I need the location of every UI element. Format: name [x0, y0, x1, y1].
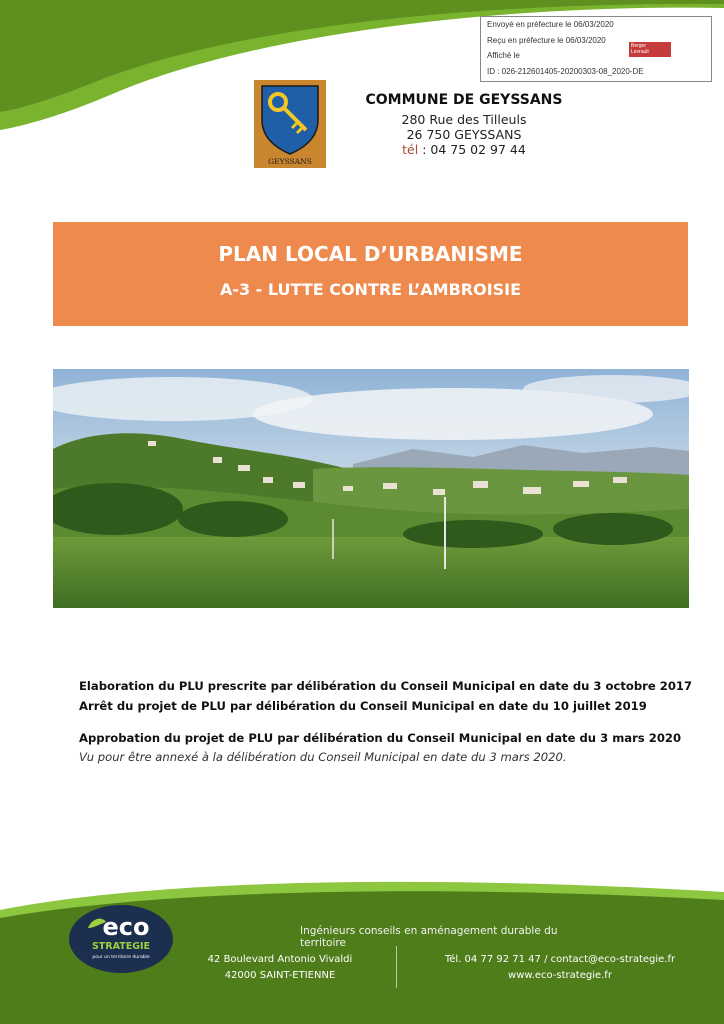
statement-elaboration: Elaboration du PLU prescrite par délibération du Conseil Municipal en date du 3 octobre 2017: [79, 679, 693, 693]
statement-arret: Arrêt du projet de PLU par délibération du Conseil Municipal en date du 10 juillet 2019: [79, 699, 647, 713]
document-subtitle: A-3 - LUTTE CONTRE L’AMBROISIE: [219, 280, 522, 299]
badge-bottom-text: Levrault: [631, 49, 649, 55]
footer-website-link[interactable]: www.eco-strategie.fr: [508, 970, 612, 981]
title-banner: [53, 222, 688, 326]
stamp-sent: Envoyé en préfecture le 06/03/2020: [487, 20, 614, 29]
footer-contact-line[interactable]: Tél. 04 77 92 71 47 / contact@eco-strategie.fr: [444, 954, 676, 965]
stamp-id: ID : 026-212601405-20200303-08_2020-DE: [487, 67, 644, 76]
logo-eco-text: eco: [102, 913, 150, 941]
stamp-posted: Affiché le: [487, 51, 520, 60]
commune-name: COMMUNE DE GEYSSANS: [365, 92, 563, 108]
berger-levrault-logo: [629, 42, 671, 57]
crest-caption: GEYSSANS: [268, 157, 312, 166]
footer-tagline: Ingénieurs conseils en aménagement durable du territoire: [300, 925, 558, 949]
phone-label: tél: [402, 142, 419, 157]
landscape-photo: [53, 369, 689, 608]
commune-crest-icon: [254, 80, 326, 168]
footer-contact: [410, 952, 710, 984]
badge-top-text: Berger: [631, 43, 647, 49]
logo-brand-text: STRATEGIE: [91, 941, 151, 952]
eco-strategie-logo: [66, 902, 176, 976]
document-title: PLAN LOCAL D’URBANISME: [218, 242, 523, 266]
stamp-received: Reçu en préfecture le 06/03/2020: [487, 36, 606, 45]
logo-tag-text: pour un territoire durable: [92, 955, 150, 960]
plu-statements: [79, 676, 693, 766]
statement-annexe: Vu pour être annexé à la délibération du Conseil Municipal en date du 3 mars 2020.: [79, 750, 567, 764]
statement-approbation: Approbation du projet de PLU par délibération du Conseil Municipal en date du 3 mars 2020: [79, 731, 682, 745]
commune-city: 26 750 GEYSSANS: [406, 127, 522, 142]
footer-address-line1: 42 Boulevard Antonio Vivaldi: [207, 954, 353, 965]
footer-address-line2: 42000 SAINT-ETIENNE: [224, 970, 336, 981]
footer-address: [170, 952, 390, 984]
phone-value: : 04 75 02 97 44: [422, 142, 526, 157]
prefecture-stamp: [480, 16, 712, 82]
footer-divider: [396, 946, 397, 988]
commune-phone: [330, 142, 598, 157]
commune-info: [330, 92, 598, 157]
commune-address: 280 Rue des Tilleuls: [401, 112, 527, 127]
